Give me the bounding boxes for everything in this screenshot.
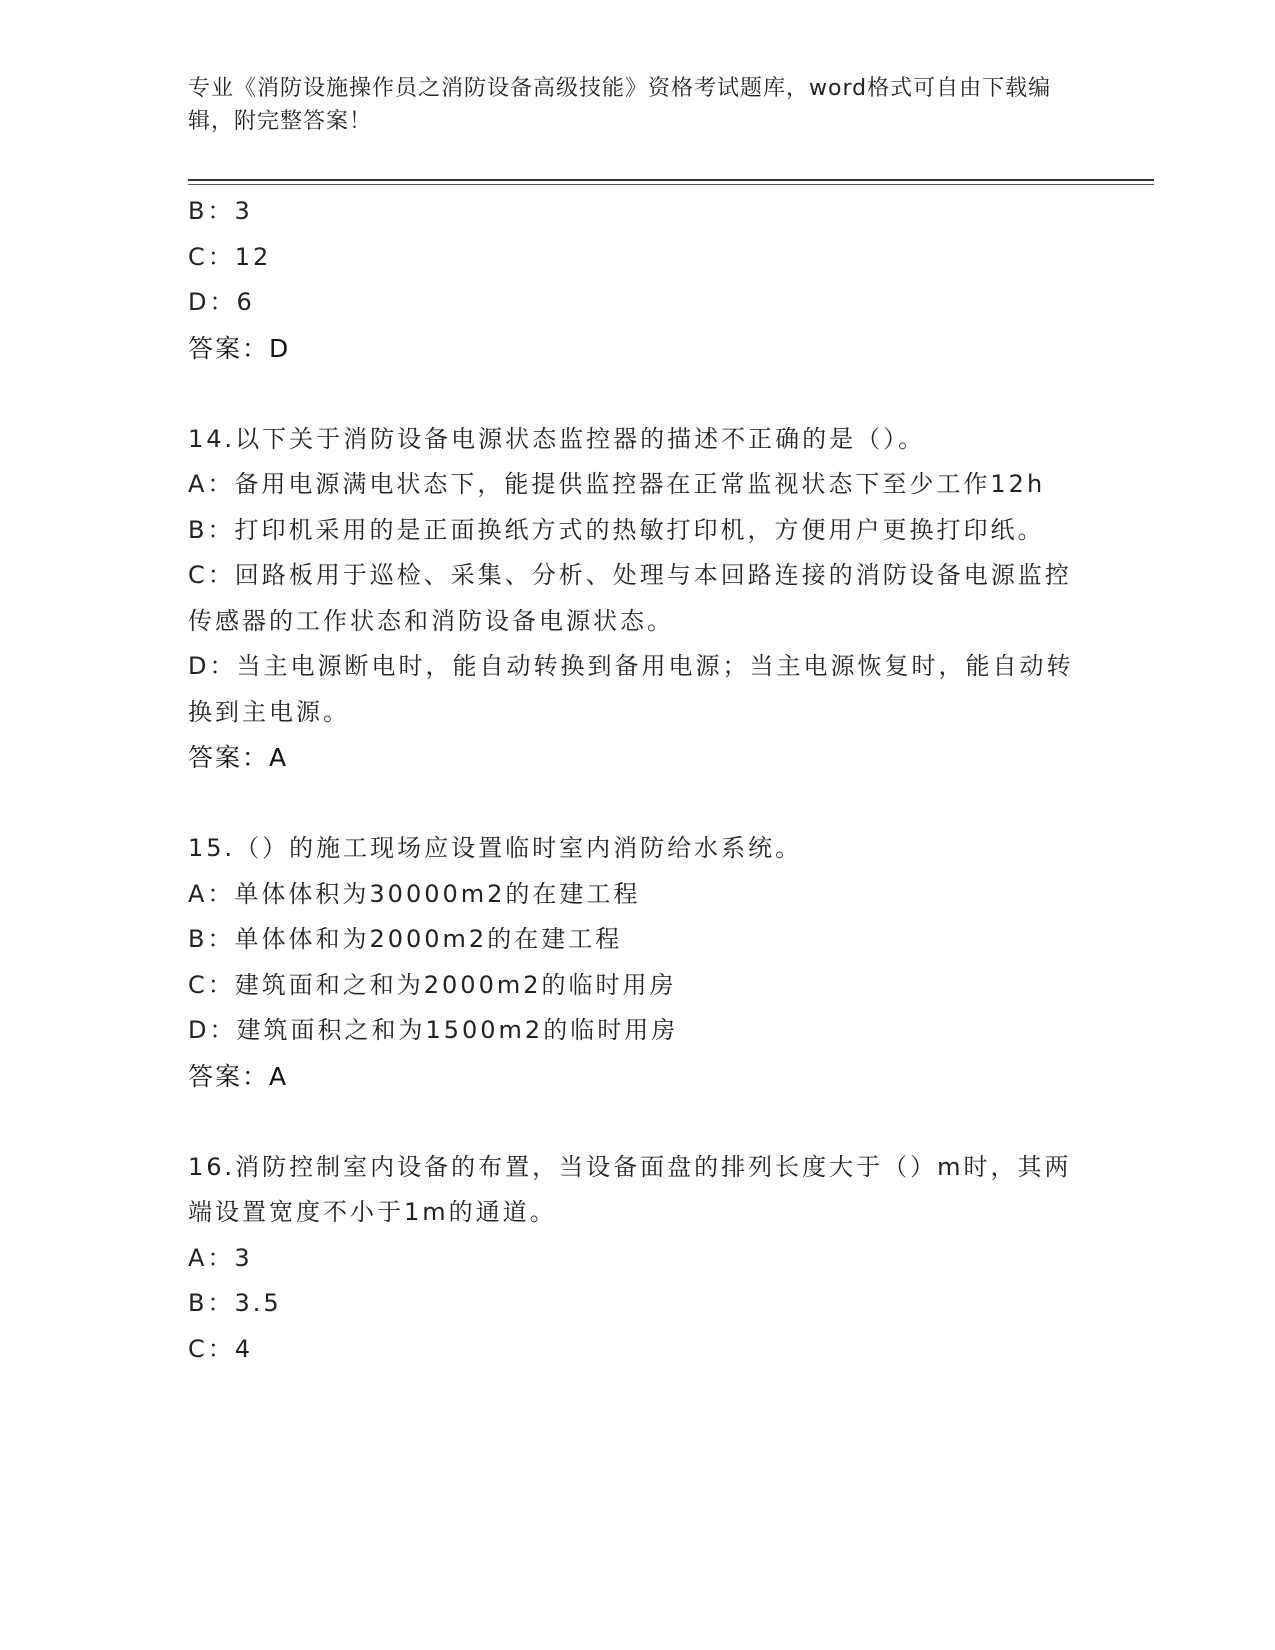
spacer xyxy=(188,781,1078,827)
q15-option-c: C：建筑面和之和为2000m2的临时用房 xyxy=(188,970,677,999)
spacer xyxy=(188,1099,1078,1145)
q14-answer: 答案：A xyxy=(188,743,289,772)
q14-option-b: B：打印机采用的是正面换纸方式的热敏打印机，方便用户更换打印纸。 xyxy=(188,515,1045,544)
q15-option-a: A：单体体积为30000m2的在建工程 xyxy=(188,879,641,908)
question-16 xyxy=(188,1145,1078,1373)
document-header xyxy=(188,72,1068,138)
q16-stem: 16.消防控制室内设备的布置，当设备面盘的排列长度大于（）m时，其两端设置宽度不小于1m的通道。 xyxy=(188,1152,1072,1226)
question-content xyxy=(188,189,1078,1372)
q13-option-b: B：3 xyxy=(188,197,253,225)
question-13-tail xyxy=(188,189,1078,371)
q16-option-c: C：4 xyxy=(188,1334,254,1363)
q15-option-b: B：单体体和为2000m2的在建工程 xyxy=(188,925,623,953)
q14-stem: 14.以下关于消防设备电源状态监控器的描述不正确的是（）。 xyxy=(188,424,926,453)
q13-option-d: D：6 xyxy=(188,288,255,316)
header-divider-thick xyxy=(188,179,1154,181)
header-intro: 专业《消防设施操作员之消防设备高级技能》资格考试题库，word格式可自由下载编辑，附完整答案！ xyxy=(188,76,1052,134)
q15-option-d: D：建筑面积之和为1500m2的临时用房 xyxy=(188,1016,679,1044)
question-14 xyxy=(188,417,1078,781)
q14-option-c: C：回路板用于巡检、采集、分析、处理与本回路连接的消防设备电源监控传感器的工作状态和消防设备电源状态。 xyxy=(188,561,1072,635)
q13-answer: 答案：D xyxy=(188,333,291,363)
q13-option-c: C：12 xyxy=(188,242,272,271)
q14-option-d: D：当主电源断电时，能自动转换到备用电源；当主电源恢复时，能自动转换到主电源。 xyxy=(188,652,1074,726)
q16-option-a: A：3 xyxy=(188,1243,253,1272)
q15-answer: 答案：A xyxy=(188,1061,289,1091)
question-15 xyxy=(188,826,1078,1099)
q14-option-a: A：备用电源满电状态下，能提供监控器在正常监视状态下至少工作12h xyxy=(188,470,1046,498)
q15-stem: 15.（）的施工现场应设置临时室内消防给水系统。 xyxy=(188,834,803,862)
header-divider-thin xyxy=(188,184,1154,185)
q16-option-b: B：3.5 xyxy=(188,1289,282,1317)
spacer xyxy=(188,371,1078,417)
